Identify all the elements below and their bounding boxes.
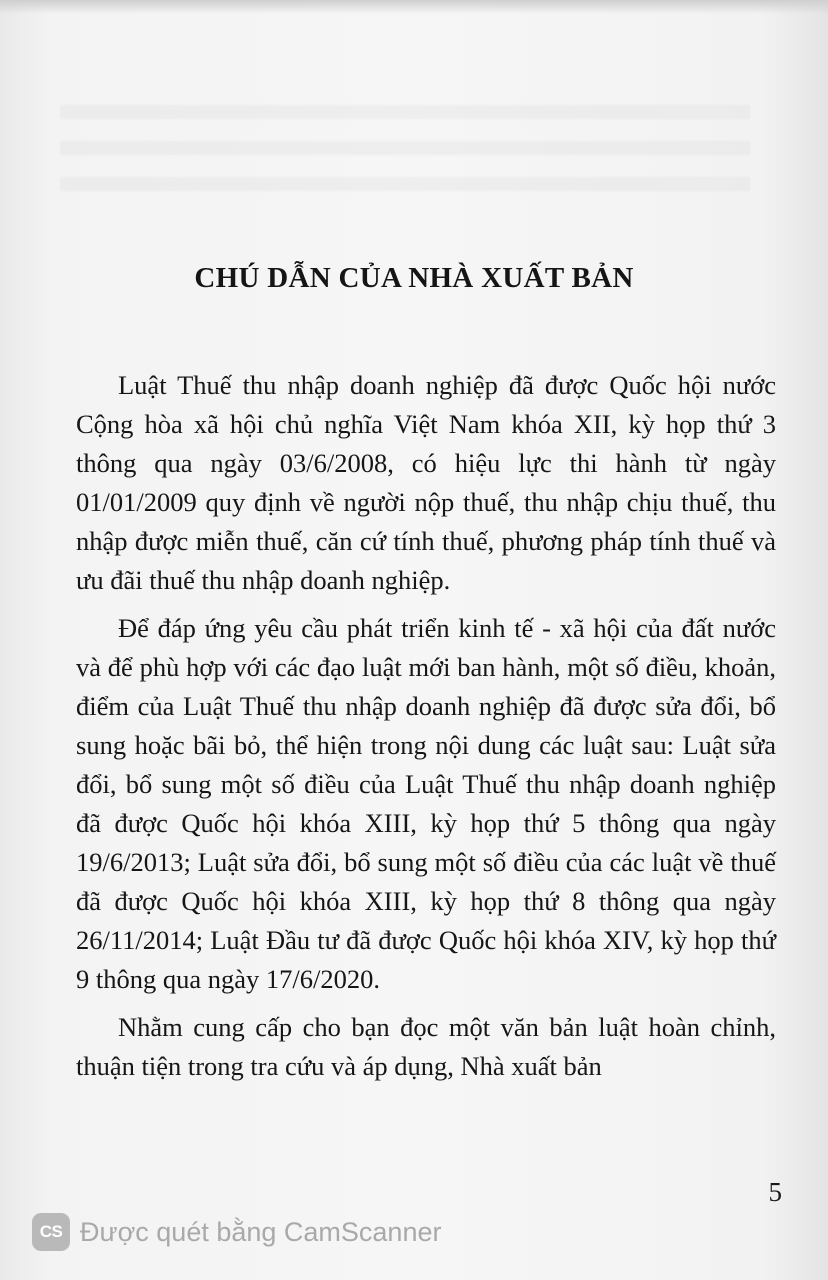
- body-text: [76, 366, 776, 1086]
- camscanner-logo-icon: CS: [32, 1213, 70, 1251]
- scanner-watermark: [32, 1212, 441, 1252]
- paragraph-1: Luật Thuế thu nhập doanh nghiệp đã được Quốc hội nước Cộng hòa xã hội chủ nghĩa Việt Nam khóa XII, kỳ họp thứ 3 thông qua ngày 03/6/2008, có hiệu lực thi hành từ ngày 01/01/2009 quy định về người nộp thuế, thu nhập chịu thuế, thu nhập được miễn thuế, căn cứ tính thuế, phương pháp tính thuế và ưu đãi thuế thu nhập doanh nghiệp.: [76, 370, 776, 595]
- paragraph-2: Để đáp ứng yêu cầu phát triển kinh tế - xã hội của đất nước và để phù hợp với các đạo luật mới ban hành, một số điều, khoản, điểm của Luật Thuế thu nhập doanh nghiệp đã được sửa đổi, bổ sung hoặc bãi bỏ, thể hiện trong nội dung các luật sau: Luật sửa đổi, bổ sung một số điều của Luật Thuế thu nhập doanh nghiệp đã được Quốc hội khóa XIII, kỳ họp thứ 5 thông qua ngày 19/6/2013; Luật sửa đổi, bổ sung một số điều của các luật về thuế đã được Quốc hội khóa XIII, kỳ họp thứ 8 thông qua ngày 26/11/2014; Luật Đầu tư đã được Quốc hội khóa XIV, kỳ họp thứ 9 thông qua ngày 17/6/2020.: [76, 613, 776, 994]
- page-number: 5: [768, 1177, 782, 1207]
- show-through-text: [60, 105, 750, 195]
- page-heading: CHÚ DẪN CỦA NHÀ XUẤT BẢN: [194, 262, 634, 294]
- paragraph-3: Nhằm cung cấp cho bạn đọc một văn bản luật hoàn chỉnh, thuận tiện trong tra cứu và áp dụng, Nhà xuất bản: [76, 1012, 776, 1081]
- page-top-shadow: [0, 0, 828, 14]
- scanner-watermark-text: Được quét bằng CamScanner: [80, 1216, 442, 1247]
